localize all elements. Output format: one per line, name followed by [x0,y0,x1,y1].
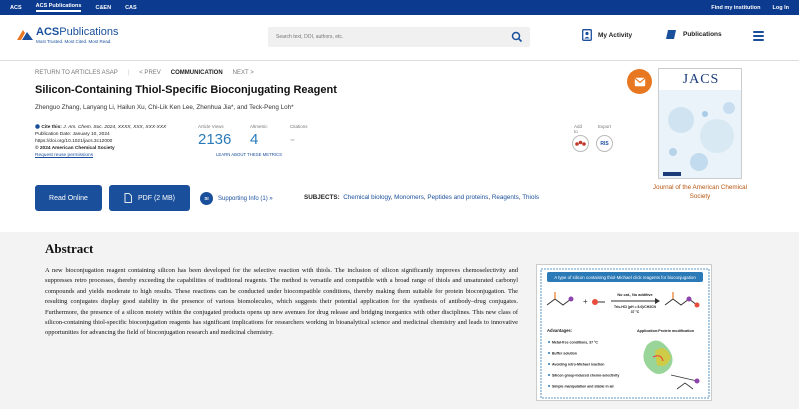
top-utility-bar [0,0,799,15]
site-links [10,0,137,15]
find-institution-link[interactable]: Find my institution [711,4,761,11]
citations-value: - [290,131,295,148]
read-online-button[interactable]: Read Online [35,185,102,211]
add-to-button[interactable] [572,135,589,152]
subject-reagents[interactable]: Reagents [491,194,519,201]
site-header [0,15,799,61]
toc-advantage-3: Avoiding retro-Michael reaction [552,362,605,367]
svg-text:+: + [583,297,588,306]
journal-cover-image[interactable] [658,68,742,179]
toc-conditions-mid: Tris-HCl (pH = 8.0)/CH3CN [614,305,656,309]
my-activity-label: My Activity [598,31,633,39]
journal-name-link[interactable]: Journal of the American Chemical Society [652,184,748,200]
cite-text: J. Am. Chem. Soc. 2024, XXXX, XXX, XXX-XXX [63,125,167,130]
supporting-info-link[interactable] [200,192,273,205]
toc-advantage-4: Silicon group-induced chemo-selectivity [552,373,620,378]
metric-views [198,124,238,148]
book-icon [665,29,677,40]
abstract-heading: Abstract [45,241,94,256]
toc-conditions-top: No cat., No additive [617,293,653,297]
article-authors[interactable]: Zhenguo Zhang, Lanyang Li, Hailun Xu, Chi-Lik Ken Lee, Zhenhua Jia*, and Teck-Peng Loh* [35,104,294,111]
publications-label: Publications [683,31,722,38]
citations-label: Citations [290,124,308,129]
return-to-articles-link[interactable]: RETURN TO ARTICLES ASAP [35,70,118,76]
views-label: Article Views [198,124,224,129]
my-activity-button[interactable] [582,29,632,41]
menu-icon[interactable] [753,31,764,41]
subjects-label: SUBJECTS: [304,194,340,201]
toc-conditions-bottom: 37 °C [630,310,640,314]
subject-chemical-biology[interactable]: Chemical biology [343,194,391,201]
metric-altmetric[interactable] [250,124,290,148]
cite-label: Cite this: [41,125,62,130]
toc-advantage-2: Buffer solution [552,351,577,356]
toc-application-label: Application:Protein modification [637,329,694,333]
journal-cover-title: JACS [682,72,720,87]
views-value: 2136 [198,131,232,148]
mail-icon [634,77,646,87]
request-permissions-link[interactable]: Request reuse permissions [35,153,94,158]
citation-block [35,124,190,159]
article-title: Silicon-Containing Thiol-Specific Bioconjugating Reagent [35,84,337,96]
link-acs-publications[interactable]: ACS Publications [36,3,82,12]
altmetric-label: Altmetric [250,124,268,129]
metric-citations [290,124,330,148]
supporting-info-badge: SI [200,192,213,205]
add-to-label: Add to [574,124,583,134]
link-cas[interactable]: CAS [125,4,137,11]
toc-graphic[interactable] [536,264,712,401]
get-email-alerts-button[interactable] [627,69,652,94]
link-cen[interactable]: C&EN [95,4,112,11]
next-article-link[interactable]: NEXT > [232,70,254,76]
pdf-icon [124,193,132,203]
info-icon [35,124,40,129]
learn-metrics-link[interactable]: LEARN ABOUT THESE METRICS [216,152,282,157]
subjects-list: SUBJECTS: Chemical biology, Monomers, Peptides and proteins, Reagents, Thiols [304,194,539,201]
altmetric-value: 4 [250,131,259,148]
mendeley-icon [575,140,586,147]
toc-banner: A type of silicon containing thiol-Michael click reagents for bioconjugation [554,275,696,280]
pdf-download-button[interactable] [109,185,190,211]
toc-advantages-label: Advantages: [547,328,573,333]
toc-advantage-5: Simple manipulation and stable in air [552,384,614,389]
acs-logo-mark-icon [16,28,34,42]
search-input[interactable] [276,31,496,43]
cover-artwork [659,90,742,179]
subject-thiols[interactable]: Thiols [522,194,539,201]
subject-peptides-proteins[interactable]: Peptides and proteins [427,194,489,201]
publication-date: Publication Date: January 10, 2024 [35,132,110,137]
doi-link[interactable]: https://doi.org/10.1021/jacs.3c12000 [35,139,113,144]
logo-text: ACSPublications [36,26,119,38]
logo-tagline: Most Trusted. Most Cited. Most Read. [36,39,112,44]
login-link[interactable]: Log In [772,4,789,11]
activity-icon [582,29,592,41]
pdf-button-label: PDF (2 MB) [138,194,175,202]
publications-button[interactable] [665,29,722,40]
export-ris-button[interactable]: RIS [596,135,613,152]
supporting-info-label: Supporting Info (1) » [218,195,273,202]
toc-advantage-1: Metal-free conditions, 37 °C [552,340,598,345]
search-icon[interactable] [511,31,523,43]
abstract-text: A new bioconjugation reagent containing silicon has been developed for the selective reaction with thiols. The inclusion of silicon significantly improves chemoselectivity and suppresses retro processes, thereby exceeding the capabilities of traditional reagents. The method is versatile and compatible with a broad range of thiols and unsaturated carbonyl compounds and yields moderate to high results. These reactions can be conducted under biocompatible conditions, thereby making them suitable for protein bioconjugation. The resulting conjugates display good stability in the presence of various biomolecules, which suggests their potential application for the synthesis of antibody–drug conjugates. Furthermore, the presence of a silicon moiety within the conjugated products opens up new avenues for drug release and bridging inorganics with other disciplines. This new class of silicon-containing thiol-specific bioconjugation reagents has significant implications for researchers working in bioanalytical science and medicinal chemistry and leads to innovative opportunities for advancing the field of bioconjugation research and medicinal chemistry. [45,267,518,337]
subject-monomers[interactable]: Monomers [394,194,424,201]
export-label: Export [598,124,612,129]
search-bar[interactable] [268,27,530,47]
article-type-label: COMMUNICATION [170,70,223,76]
prev-article-link[interactable]: < PREV [139,70,161,76]
link-acs[interactable]: ACS [10,4,22,11]
article-navigation: RETURN TO ARTICLES ASAP | < PREV COMMUNICATION NEXT > [35,70,254,76]
toc-graphic-illustration [537,265,713,402]
copyright: © 2024 American Chemical Society [35,146,115,151]
